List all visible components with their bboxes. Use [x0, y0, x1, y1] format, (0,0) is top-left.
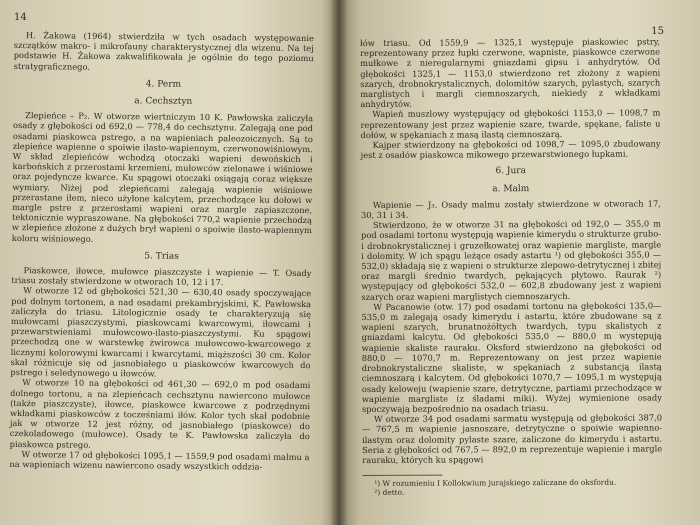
right-page [338, 0, 700, 525]
paragraph-otwor-12: W otworze 12 od głębokości 521,30 — 630,40 osady spoczywające pod dolnym tortonem, a nad osadami prekambryjskimi, K. Pawłowska zaliczyła do triasu. Litologicznie osady te charakteryzują się mułowcami piaszczystymi, piaskowcami kwarcowymi, iłowcami i przewarstwieniami mułowcowo-ilasto-piaszczystymi. Ku spągowi przechodzą one w warstewkę żwirowca mułowcowo-kwarcowego z licznymi kolorowymi kwarcami i kwarcytami, miąższości 30 cm. Kolor skał różnicuje się od jasnobiałego u piaskowców kwarcowych do pstrego i seledynowego u iłowców. [10, 285, 312, 379]
paragraph-kajper: Kajper stwierdzony na głębokości od 1098,7 — 1095,0 zbudowany jest z osadów piaskowca mikowego przewarstwionego łupkami. [360, 138, 661, 161]
footnote-2: ²) detto. [374, 487, 405, 498]
paragraph-trias-title: Piaskowce, iłowce, mułowce piaszczyste i wapienie — T. Osady triasu zostały stwierdzone w otworach 10, 12 i 17. [11, 265, 312, 288]
intro-paragraph: H. Żakowa (1964) stwierdziła w tych osadach występowanie szczątków makro- i mikrofauny charakterystycznej dla wizenu. Na tej podstawie H. Żakowa zakwalifikowała je ogólnie do tego poziomu stratygraficznego. [13, 30, 314, 72]
paragraph-otwor-31: Stwierdzono, że w otworze 31 na głębokości od 192,0 — 355,0 m pod osadami tortonu występują wapienie kimerydu o strukturze grubo- i drobnokrystalicznej i gruzełkowatej oraz wapienie margliste, margle i dolomity. W ich spągu leżące osady astartu ¹) od głębokości 355,0 — 532,0) składają się z wapieni o strukturze zlepowo-detrytycznej i zbitej oraz margli średnio twardych, pękających płytowo. Raurak ²) występujący od głębokości 532,0 — 602,8 zbudowany jest z wapieni szarych oraz wapieni marglistych ciemnoszarych. [361, 218, 662, 302]
left-page-text [9, 30, 314, 472]
paragraph-otwor-10: W otworze 10 na głębokości od 461,30 — 692,0 m pod osadami dolnego tortonu, a na zlepieńcach cechsztynu nawiercono mułowce (także piaszczyste), iłowce, piaskowce kwarcowe z podrzędnymi wkładkami piaskowców z tocześniami iłów. Kolor tych skał podobnie jak w otworze 12 jest różny, od jasnobiałego (piaskowce) do czekoladowego (mułowce). Osady te K. Pawłowska zaliczyła do piaskowca pstrego. [9, 377, 311, 450]
left-page-number: 14 [14, 12, 27, 23]
right-page-number: 15 [651, 26, 664, 37]
footnote-1: ¹) W rozumieniu I Kollokwium jurajskiego zaliczane do oksfordu. [374, 477, 617, 489]
heading-cechsztyn: a. Cechsztyn [134, 96, 193, 107]
heading-perm: 4. Perm [145, 79, 182, 90]
paragraph-wapien-muszlowy: Wapień muszlowy występujący od głębokości 1153,0 — 1098,7 m reprezentowany jest przez wapienie szare, twarde, spękane, faliste u dołów, w spękaniach z masą ilastą ciemnoszarą. [360, 107, 661, 140]
paragraph-otwor-34: W otworze 34 pod osadami sarmatu występują od głębokości 387,0 — 767,5 m wapienie jasnoszare, detrytyczne o spoiwie wapienno-ilastym oraz dolomity pylaste szare, zaliczone do kimerydu i astartu. Seria z głębokości od 767,5 — 892,0 m reprezentuje wapienie i margle rauraku, których ku spągowi [362, 412, 663, 465]
left-page [0, 0, 338, 525]
right-page-text [360, 36, 662, 497]
paragraph-otwor-17: W otworze 17 od głębokości 1095,1 — 1559,9 pod osadami malmu a na wapieniach wizenu nawiercono osady wszystkich oddzia- [9, 448, 310, 472]
paragraph-pacanowie: W Pacanowie (otw. 17) pod osadami tortonu na głębokości 135,0—535,0 m zalegają osady kimerydu i astartu, które zbudowane są z wapieni szarych, brunatnożółtych twardych, typu skalistych z gniazdami kalcytu. Od głębokości 535,0 — 880,0 m występują wapienie skaliste rauraku. Oksford stwierdzono na głębokości od 880,0 — 1070,7 m. Reprezentowany on jest przez wapienie drobnokrystaliczne skaliste, w spękaniach z substancją ilastą ciemnoszarą i kalcytem. Od głębokości 1070,7 — 1095,1 m występują osady keloweju (wapienie szare, detrytyczne, partiami przechodzące w wapienie margliste (z śladami miki). Wyżej wymienione osady spoczywają bezpośrednio na osadach triasu. [361, 300, 662, 414]
paragraph-zlepience: Zlepieńce – P₂. W otworze wiertniczym 10 K. Pawłowska zaliczyła osady z głębokości od 692,0 — 778,4 do cechsztynu. Zalegają one pod osadami piaskowca pstrego, a na wapieniach paleozoicznych. Są to zlepieńce wapienne o spoiwie ilasto-wapiennym, czerwonowiśniowym. W skład zlepieńców wchodzą otoczaki wapieni dewońskich i karbońskich z przerostami krzemieni, mułowców zielonawe i wiśniowe oraz pojedyncze kwarce. Ku spągowi otoczaki osiągają coraz większe wymiary. Niżej pod zlepieńcami zalegają wapienie wiśniowe przerastane iłem, nieco użyłone kalcytem, przechodzące ku dołowi w margle pstre z przerostami wapieni oraz margle zapiaszczone, tektonicznie wypraszowane. Na głębokości 770,2 wapienie przechodzą w zlepieńce złożone z dużych brył wapieni o spoiwie ilasto-wapiennym koloru wiśniowego. [11, 110, 314, 244]
heading-malm: a. Malm [492, 183, 530, 194]
paragraph-wapienie-j3: Wapienie — J₃. Osady malmu zostały stwierdzone w otworach 17, 30, 31 i 34. [360, 198, 661, 221]
book-gutter [330, 0, 348, 525]
heading-jura: 6. Jura [495, 166, 526, 177]
paragraph-continuation: łów triasu. Od 1559,9 — 1325,1 występuje piaskowiec pstry, reprezentowany przez łupki czerwone, wapniste, piaskowce czerwone mułkowe z nieregularnymi gniazdami gipsu i anhydrytów. Od głębokości 1325,1 — 1153,0 stwierdzono ret złożony z wapieni szarych, drobnokrystalicznych, dolomitów szarych, pylastych, szarych marglistych i margli ciemnoszarych, niekiedy z wkładkami anhydrytów. [360, 36, 661, 110]
heading-trias: 5. Trias [144, 251, 180, 262]
